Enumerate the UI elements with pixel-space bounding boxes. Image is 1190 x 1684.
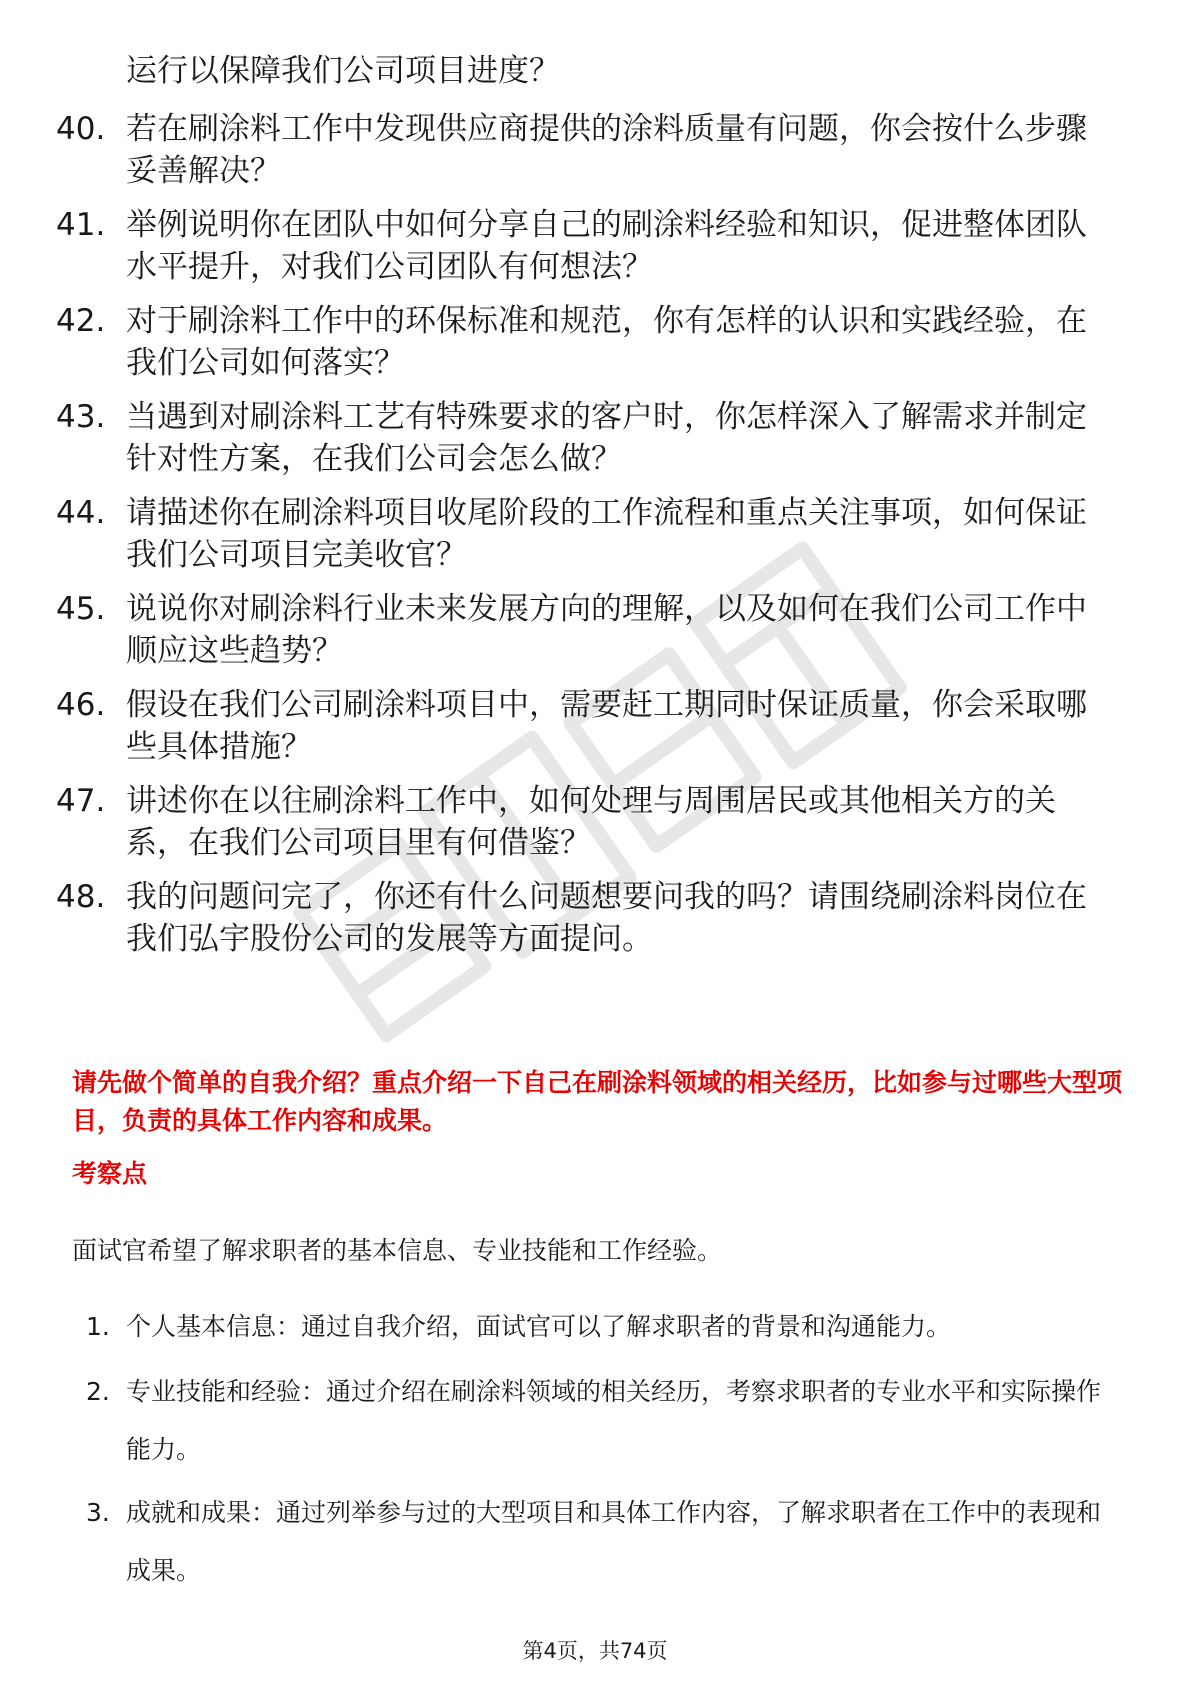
question-text: 请描述你在刷涂料项目收尾阶段的工作流程和重点关注事项，如何保证我们公司项目完美收官？ [126, 495, 1087, 573]
question-number: 47. [56, 783, 106, 819]
page-footer: 第4页，共74页 [522, 1639, 668, 1663]
point-item-1 [86, 1298, 1122, 1356]
question-item-43 [56, 396, 1116, 480]
point-text: 专业技能和经验：通过介绍在刷涂料领域的相关经历，考察求职者的专业水平和实际操作能力。 [126, 1377, 1102, 1464]
question-item-41 [56, 204, 1116, 288]
highlight-question: 请先做个简单的自我介绍？重点介绍一下自己在刷涂料领域的相关经历，比如参与过哪些大型项目，负责的具体工作内容和成果。 [72, 1068, 1123, 1135]
question-item-45 [56, 588, 1116, 672]
point-number: 1. [86, 1312, 110, 1341]
question-item-48 [56, 876, 1116, 960]
point-number: 3. [86, 1498, 110, 1527]
point-number: 2. [86, 1377, 110, 1406]
question-number: 46. [56, 687, 106, 723]
question-item-40 [56, 108, 1116, 192]
point-text: 个人基本信息：通过自我介绍，面试官可以了解求职者的背景和沟通能力。 [126, 1312, 952, 1341]
question-continuation: 运行以保障我们公司项目进度？ [126, 53, 560, 89]
question-text: 举例说明你在团队中如何分享自己的刷涂料经验和知识，促进整体团队水平提升，对我们公司团队有何想法？ [126, 207, 1087, 285]
question-number: 42. [56, 303, 106, 339]
question-text: 当遇到对刷涂料工艺有特殊要求的客户时，你怎样深入了解需求并制定针对性方案，在我们公司会怎么做？ [126, 399, 1087, 477]
question-number: 40. [56, 111, 106, 147]
question-item-46 [56, 684, 1116, 768]
point-item-2 [86, 1363, 1122, 1479]
question-text: 我的问题问完了，你还有什么问题想要问我的吗？请围绕刷涂料岗位在我们弘宇股份公司的发展等方面提问。 [126, 879, 1087, 957]
point-text: 成就和成果：通过列举参与过的大型项目和具体工作内容，了解求职者在工作中的表现和成果。 [126, 1498, 1102, 1585]
question-number: 48. [56, 879, 106, 915]
section-heading: 考察点 [72, 1159, 148, 1188]
intro-paragraph: 面试官希望了解求职者的基本信息、专业技能和工作经验。 [72, 1236, 723, 1265]
question-number: 44. [56, 495, 106, 531]
question-number: 45. [56, 591, 106, 627]
question-item-44 [56, 492, 1116, 576]
question-item-42 [56, 300, 1116, 384]
question-text: 若在刷涂料工作中发现供应商提供的涂料质量有问题，你会按什么步骤妥善解决？ [126, 111, 1087, 189]
question-item-47 [56, 780, 1116, 864]
question-text: 对于刷涂料工作中的环保标准和规范，你有怎样的认识和实践经验，在我们公司如何落实？ [126, 303, 1087, 381]
question-number: 41. [56, 207, 106, 243]
question-text: 说说你对刷涂料行业未来发展方向的理解，以及如何在我们公司工作中顺应这些趋势？ [126, 591, 1087, 669]
point-item-3 [86, 1484, 1122, 1600]
question-text: 假设在我们公司刷涂料项目中，需要赶工期同时保证质量，你会采取哪些具体措施？ [126, 687, 1087, 765]
question-text: 讲述你在以往刷涂料工作中，如何处理与周围居民或其他相关方的关系，在我们公司项目里有何借鉴？ [126, 783, 1056, 861]
question-number: 43. [56, 399, 106, 435]
